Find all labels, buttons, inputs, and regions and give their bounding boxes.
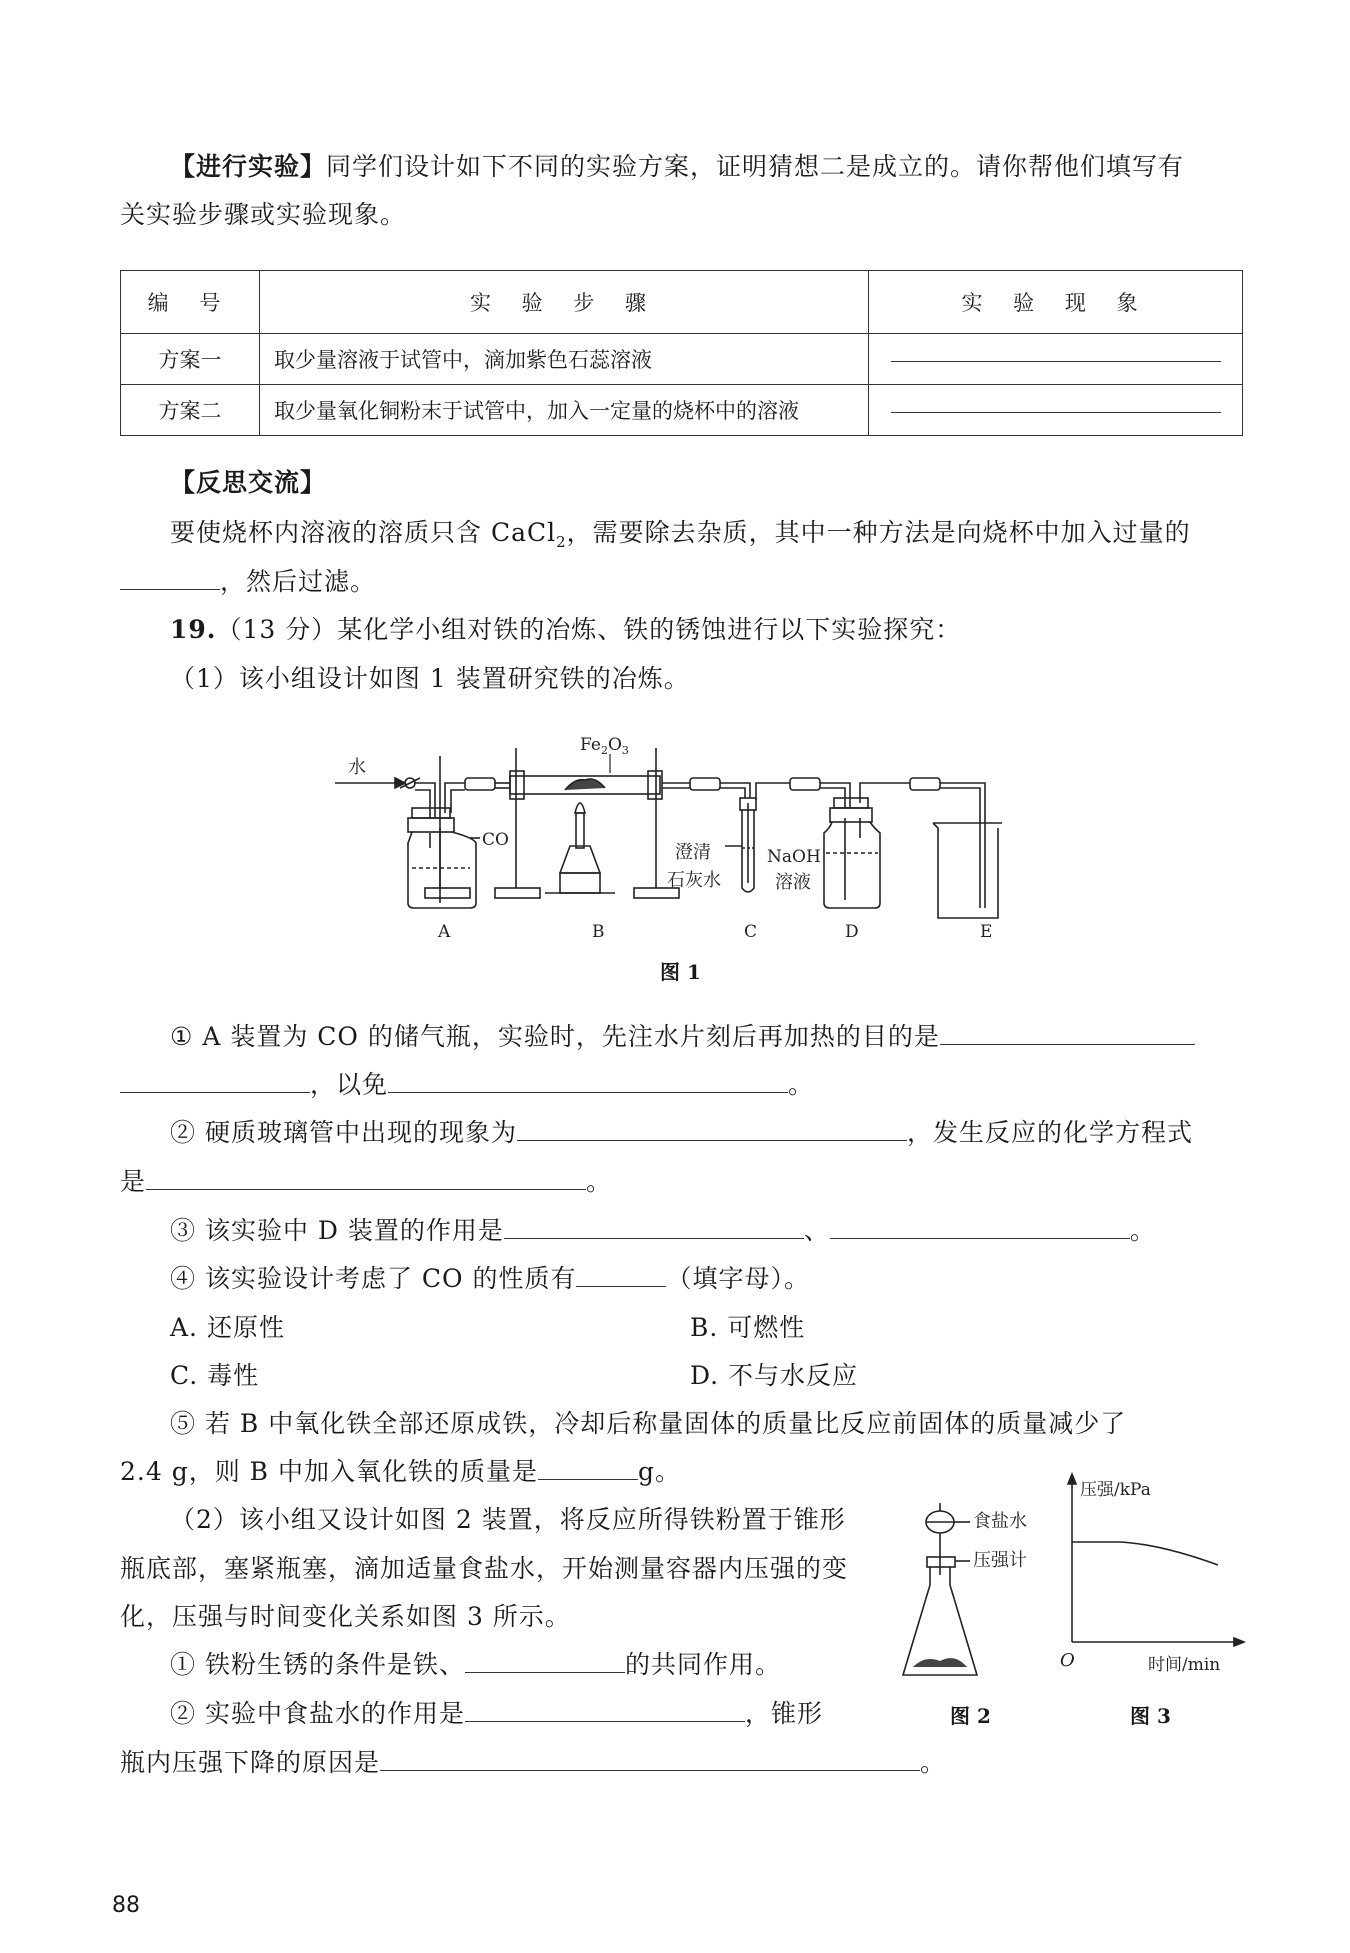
reflection-line-2	[120, 565, 376, 599]
q19-s2-end: 。	[586, 1167, 613, 1196]
page-number: 88	[112, 1893, 140, 1918]
fig3-y-label: 压强/kPa	[1080, 1480, 1151, 1500]
fig1-limewater-label-1: 澄清	[675, 842, 711, 863]
fig1-limewater-label-2: 石灰水	[667, 870, 721, 891]
fig1-label-e: E	[980, 922, 993, 942]
answer-blank[interactable]	[830, 1237, 1130, 1239]
reflection-text-a: 要使烧杯内溶液的溶质只含 CaCl	[170, 518, 557, 547]
q19-p2-2-text-c: 瓶内压强下降的原因是	[120, 1748, 381, 1777]
table-cell-step: 取少量氧化铜粉末于试管中，加入一定量的烧杯中的溶液	[260, 385, 869, 436]
table-header-phenomenon: 实 验 现 象	[869, 271, 1243, 334]
reflection-line-1	[170, 516, 1191, 559]
answer-blank[interactable]	[940, 1043, 1195, 1045]
question-number: 19.	[170, 615, 217, 644]
table-header-id: 编 号	[121, 271, 260, 334]
answer-blank[interactable]	[891, 411, 1221, 413]
q19-s3-end: 。	[1129, 1216, 1156, 1245]
fig1-co-label: CO	[482, 830, 509, 850]
q19-s5-line-2	[120, 1455, 681, 1489]
q19-part2-line-3: 化，压强与时间变化关系如图 3 所示。	[120, 1602, 571, 1631]
q19-s4-line	[170, 1262, 810, 1296]
pressure-curve	[1072, 1542, 1218, 1565]
table-cell-phenomenon-blank[interactable]	[869, 334, 1243, 385]
q19-part1: （1）该小组设计如图 1 装置研究铁的冶炼。	[170, 664, 690, 693]
q19-s2-text-c: 是	[120, 1167, 147, 1196]
q19-s3-sep: 、	[803, 1216, 830, 1245]
reflection-text-2: ，然后过滤。	[220, 567, 377, 596]
fig1-label-a: A	[438, 922, 451, 942]
q19-s5-text-c: g。	[637, 1457, 681, 1486]
fig1-naoh-label-1: NaOH	[767, 847, 821, 867]
fig1-label-c: C	[744, 922, 758, 942]
experiment-heading: 【进行实验】	[170, 152, 327, 181]
experiment-text-1: 同学们设计如下不同的实验方案，证明猜想二是成立的。请你帮他们填写有	[326, 152, 1185, 181]
q19-s5-line-1: ⑤ 若 B 中氧化铁全部还原成铁，冷却后称量固体的质量比反应前固体的质量减少了	[170, 1409, 1127, 1438]
figure-1-apparatus	[330, 728, 1010, 948]
q19-s2-line-2	[120, 1165, 612, 1199]
figure-1-caption: 图 1	[660, 960, 701, 984]
answer-blank[interactable]	[146, 1188, 586, 1190]
figure-2-flask	[895, 1485, 1055, 1690]
figure-3-pressure-graph	[1050, 1470, 1250, 1690]
q19-s1-text-b: ，以免	[310, 1070, 389, 1099]
reflection-heading: 【反思交流】	[170, 468, 327, 497]
q19-s2-text-a: ② 硬质玻璃管中出现的现象为	[170, 1118, 517, 1147]
answer-blank[interactable]	[380, 1769, 920, 1771]
table-cell-id: 方案二	[121, 385, 260, 436]
q19-s4-text-b: （填字母）。	[666, 1264, 810, 1293]
q19-p2-2-end: 。	[920, 1748, 947, 1777]
q19-s1-line-2	[120, 1068, 814, 1102]
fig1-water-label: 水	[348, 757, 366, 778]
answer-blank[interactable]	[504, 1237, 804, 1239]
option-d[interactable]: D. 不与水反应	[690, 1361, 859, 1390]
q19-p2-1-text: ① 铁粉生锈的条件是铁、	[170, 1650, 465, 1679]
q19-title-line	[170, 613, 961, 647]
q19-s2-line-1	[170, 1116, 1193, 1150]
answer-blank[interactable]	[538, 1478, 638, 1480]
answer-blank[interactable]	[120, 1091, 310, 1093]
table-cell-step: 取少量溶液于试管中，滴加紫色石蕊溶液	[260, 334, 869, 385]
answer-blank[interactable]	[388, 1091, 788, 1093]
option-b[interactable]: B. 可燃性	[690, 1313, 806, 1342]
q19-s3-line	[170, 1214, 1156, 1248]
experiment-line-2: 关实验步骤或实验现象。	[120, 200, 407, 229]
answer-blank[interactable]	[465, 1671, 625, 1673]
q19-p2-2-line-1	[170, 1697, 823, 1731]
answer-blank[interactable]	[891, 360, 1221, 362]
table-cell-id: 方案一	[121, 334, 260, 385]
q19-part2-line-2: 瓶底部，塞紧瓶塞，滴加适量食盐水，开始测量容器内压强的变	[120, 1554, 849, 1583]
q19-s1-line-1	[170, 1020, 1195, 1054]
fig1-label-b: B	[592, 922, 605, 942]
q19-s1-end: 。	[788, 1070, 815, 1099]
reflection-text-b: ，需要除去杂质，其中一种方法是向烧杯中加入过量的	[566, 518, 1191, 547]
fig3-x-label: 时间/min	[1148, 1655, 1221, 1675]
fig1-naoh-label-2: 溶液	[775, 872, 811, 893]
q19-s3-text: ③ 该实验中 D 装置的作用是	[170, 1216, 504, 1245]
q19-s1-text: ① A 装置为 CO 的储气瓶，实验时，先注水片刻后再加热的目的是	[170, 1022, 940, 1051]
q19-s4-text: ④ 该实验设计考虑了 CO 的性质有	[170, 1264, 577, 1293]
fig2-salt-water-label: 食盐水	[973, 1511, 1027, 1532]
reflection-subscript: 2	[556, 533, 567, 551]
table-cell-phenomenon-blank[interactable]	[869, 385, 1243, 436]
answer-blank[interactable]	[517, 1139, 907, 1141]
experiment-table	[120, 270, 1243, 436]
fig2-pressure-gauge-label: 压强计	[973, 1550, 1027, 1571]
option-c[interactable]: C. 毒性	[170, 1361, 260, 1390]
experiment-line-1	[170, 150, 1184, 184]
q19-p2-2-line-2	[120, 1746, 946, 1780]
figure-3-caption: 图 3	[1130, 1704, 1171, 1728]
table-header-row	[121, 271, 1243, 334]
fig1-fe2o3-label: $Fe_2O_3$	[580, 735, 629, 757]
q19-s2-text-b: ，发生反应的化学方程式	[906, 1118, 1193, 1147]
question-title: （13 分）某化学小组对铁的冶炼、铁的锈蚀进行以下实验探究：	[216, 615, 962, 644]
answer-blank[interactable]	[120, 588, 220, 590]
fig1-label-d: D	[845, 922, 859, 942]
q19-p2-2-text: ② 实验中食盐水的作用是	[170, 1699, 465, 1728]
answer-blank[interactable]	[465, 1720, 745, 1722]
q19-p2-1-text-b: 的共同作用。	[624, 1650, 781, 1679]
q19-s5-text-b: 2.4 g，则 B 中加入氧化铁的质量是	[120, 1457, 538, 1486]
figure-2-caption: 图 2	[950, 1704, 991, 1728]
q19-p2-2-text-b: ，锥形	[744, 1699, 823, 1728]
table-row	[121, 385, 1243, 436]
q19-p2-1-line	[170, 1648, 781, 1682]
q19-part2-line-1: （2）该小组又设计如图 2 装置，将反应所得铁粉置于锥形	[170, 1505, 846, 1534]
table-header-step: 实 验 步 骤	[260, 271, 869, 334]
option-a[interactable]: A. 还原性	[170, 1313, 285, 1342]
table-row	[121, 334, 1243, 385]
answer-blank[interactable]	[576, 1285, 666, 1287]
fig3-origin-label: O	[1060, 1650, 1075, 1671]
